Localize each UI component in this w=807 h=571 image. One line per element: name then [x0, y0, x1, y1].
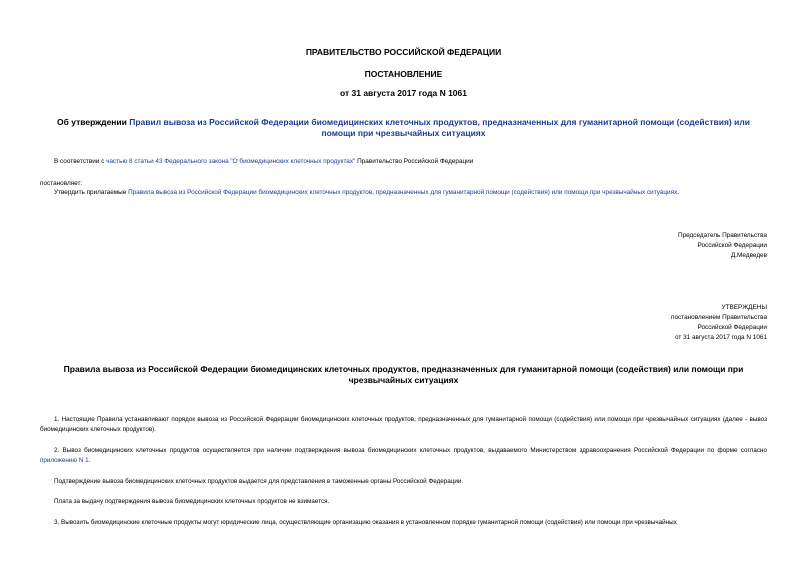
approved-by: постановлением Правительства [671, 314, 767, 321]
signature-name: Д.Медведев [730, 252, 767, 259]
paragraph-1: 1. Настоящие Правила устанавливают порядок вывоза из Российской Федерации биомедицинских клеточных продуктов, предназначенных для гуманитарной помощи (содействия) или помощи при чрезвычайных ситуациях (далее - вывоз биомедицинских клеточных продуктов). [40, 416, 767, 433]
decides-text: постановляет: [40, 180, 83, 187]
approve-text: Утвердить прилагаемые [54, 189, 129, 196]
document-type: ПОСТАНОВЛЕНИЕ [364, 69, 443, 79]
preamble-text-end: Правительство Российской Федерации [355, 158, 474, 165]
title-prefix: Об утверждении [57, 117, 130, 127]
rules-link[interactable]: Правила вывоза из Российской Федерации биомедицинских клеточных продуктов, предназначенных для гуманитарной помощи (содействия) или помощи при чрезвычайных ситуациях [128, 189, 678, 196]
signature-country: Российской Федерации [697, 242, 767, 249]
paragraph-4: Плата за выдачу подтверждения вывоза биомедицинских клеточных продуктов не взимается. [54, 498, 330, 505]
approved-block [671, 303, 767, 343]
approve-end: . [677, 189, 680, 196]
document-date-number: от 31 августа 2017 года N 1061 [340, 88, 467, 98]
document-title [40, 117, 767, 139]
signature-position: Председатель Правительства [678, 232, 767, 239]
title-link[interactable]: Правил вывоза из Российской Федерации биомедицинских клеточных продуктов, предназначенных для гуманитарной помощи (содействия) или помощи при чрезвычайных ситуациях [129, 117, 750, 138]
approved-country: Российской Федерации [697, 324, 767, 331]
appendix-link[interactable]: приложению N 1 [40, 457, 89, 464]
paragraph-5: 3. Вывозить биомедицинские клеточные продукты могут юридические лица, осуществляющие организацию оказания в установленном порядке гуманитарной помощи (содействия) или помощи при чрезвычайных [54, 519, 677, 526]
preamble [54, 157, 774, 167]
paragraph-2-text: 2. Вывоз биомедицинских клеточных продуктов осуществляется при наличии подтверждения вывоза биомедицинских клеточных продуктов, выдаваемого Министерством здравоохранения Российской Федерации по форме согласно [54, 447, 767, 454]
signature-block [678, 231, 767, 261]
approve-paragraph [54, 188, 774, 198]
paragraph-2-end: . [88, 457, 91, 464]
approved-label: УТВЕРЖДЕНЫ [721, 304, 767, 311]
approved-date: от 31 августа 2017 года N 1061 [674, 334, 767, 341]
law-link[interactable]: частью 8 статьи 43 Федерального закона "О биомедицинских клеточных продуктах" [106, 158, 356, 165]
rules-title: Правила вывоза из Российской Федерации биомедицинских клеточных продуктов, предназначенных для гуманитарной помощи (содействия) или помощи при чрезвычайных ситуациях [63, 364, 744, 385]
paragraph-2 [40, 446, 767, 466]
government-heading: ПРАВИТЕЛЬСТВО РОССИЙСКОЙ ФЕДЕРАЦИИ [305, 47, 502, 57]
paragraph-3: Подтверждение вывоза биомедицинских клеточных продуктов выдается для представления в таможенные органы Российской Федерации. [54, 478, 464, 485]
preamble-text: В соответствии с [54, 158, 107, 165]
